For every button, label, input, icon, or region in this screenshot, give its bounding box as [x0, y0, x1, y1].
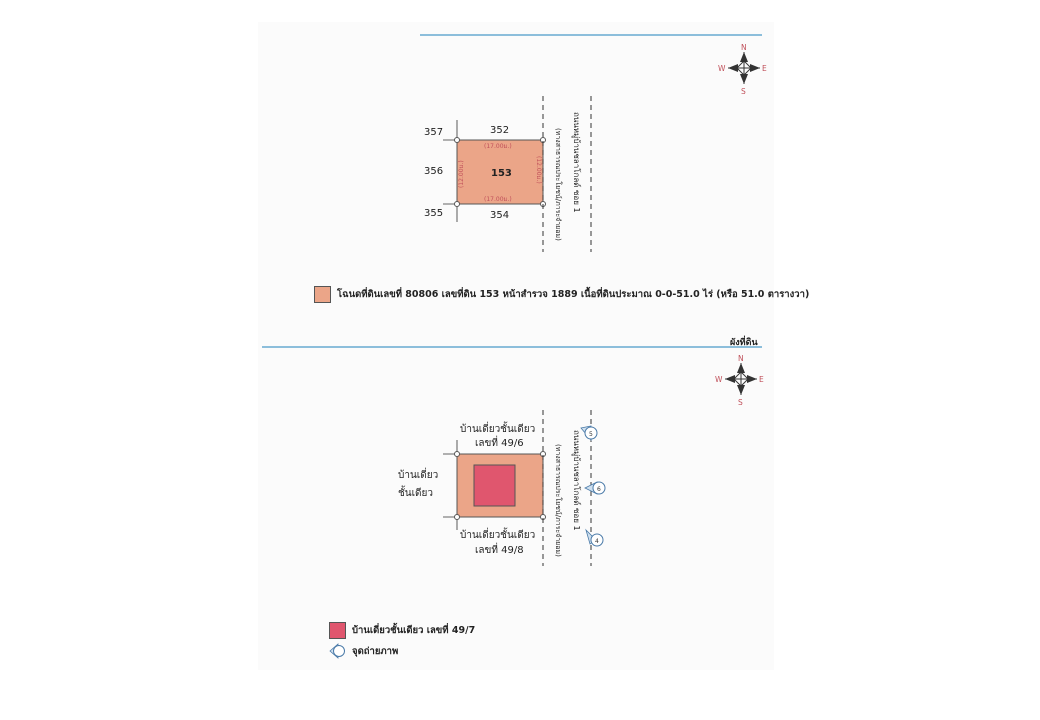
road-sub-2: (ทางสาธารณประโยชน์/ภาระจำยอม) [554, 444, 562, 557]
road-name-2: ถนนหมู่บ้านชลาโกลด์ ซอย 1 [572, 430, 581, 531]
compass-e-label: E [762, 64, 767, 73]
road-name-1: ถนนหมู่บ้านชลาโกลด์ ซอย 1 [572, 112, 581, 213]
parcel-number: 153 [491, 168, 512, 179]
top-neighbor-line2: เลขที่ 49/6 [475, 438, 524, 449]
corner-marker [455, 452, 460, 457]
photo-point-icon [329, 643, 346, 660]
neighbor-354: 354 [490, 210, 510, 221]
compass-s-label: S [741, 87, 746, 96]
photo-point-5 [581, 426, 597, 440]
photo-point-4-label: 4 [595, 538, 599, 545]
legend-house [329, 622, 475, 639]
section-label: ผังที่ดิน [730, 338, 758, 348]
legend-house-swatch [329, 622, 346, 639]
top-neighbor-line1: บ้านเดี่ยวชั้นเดียว [460, 424, 536, 435]
road-sub-1: (ทางสาธารณประโยชน์/ภาระจำยอม) [554, 128, 562, 241]
compass-rose-2 [715, 354, 764, 407]
compass-w-label: W [718, 64, 726, 73]
photo-point-6-label: 6 [597, 486, 601, 493]
legend-photo-point [329, 643, 398, 660]
house-footprint [474, 465, 515, 506]
legend-land-parcel [314, 286, 809, 303]
compass-e-label: E [759, 375, 764, 384]
corner-marker [455, 138, 460, 143]
corner-marker [455, 202, 460, 207]
neighbor-356: 356 [424, 166, 444, 177]
photo-point-4 [586, 530, 603, 546]
left-neighbor-line1: บ้านเดี่ยว [398, 470, 439, 481]
compass-s-label: S [738, 398, 743, 407]
parcel-dim-right: (12.00ม.) [535, 156, 542, 184]
photo-point-6 [585, 482, 605, 494]
legend-photo-text: จุดถ่ายภาพ [352, 646, 399, 657]
compass-n-label: N [741, 43, 747, 52]
corner-marker [455, 515, 460, 520]
neighbor-355: 355 [424, 208, 444, 219]
bottom-neighbor-line1: บ้านเดี่ยวชั้นเดียว [460, 530, 536, 541]
legend-parcel-swatch [314, 286, 331, 303]
parcel-dim-top: (17.00ม.) [484, 143, 512, 150]
compass-w-label: W [715, 375, 723, 384]
parcel-dim-bottom: (17.00ม.) [484, 196, 512, 203]
left-neighbor-line2: ชั้นเดียว [398, 488, 434, 499]
bottom-neighbor-line2: เลขที่ 49/8 [475, 545, 524, 556]
photo-point-5-label: 5 [589, 431, 593, 438]
compass-rose-1 [718, 43, 767, 96]
neighbor-352: 352 [490, 125, 510, 136]
parcel-dim-left: (12.00ม.) [458, 160, 465, 188]
legend-parcel-text: โฉนดที่ดินเลขที่ 80806 เลขที่ดิน 153 หน้าสำรวจ 1889 เนื้อที่ดินประมาณ 0-0-51.0 ไร่ (หรือ 51.0 ตารางวา) [337, 289, 810, 300]
legend-house-text: บ้านเดี่ยวชั้นเดียว เลขที่ 49/7 [352, 625, 476, 636]
neighbor-357: 357 [424, 127, 444, 138]
compass-n-label: N [738, 354, 744, 363]
